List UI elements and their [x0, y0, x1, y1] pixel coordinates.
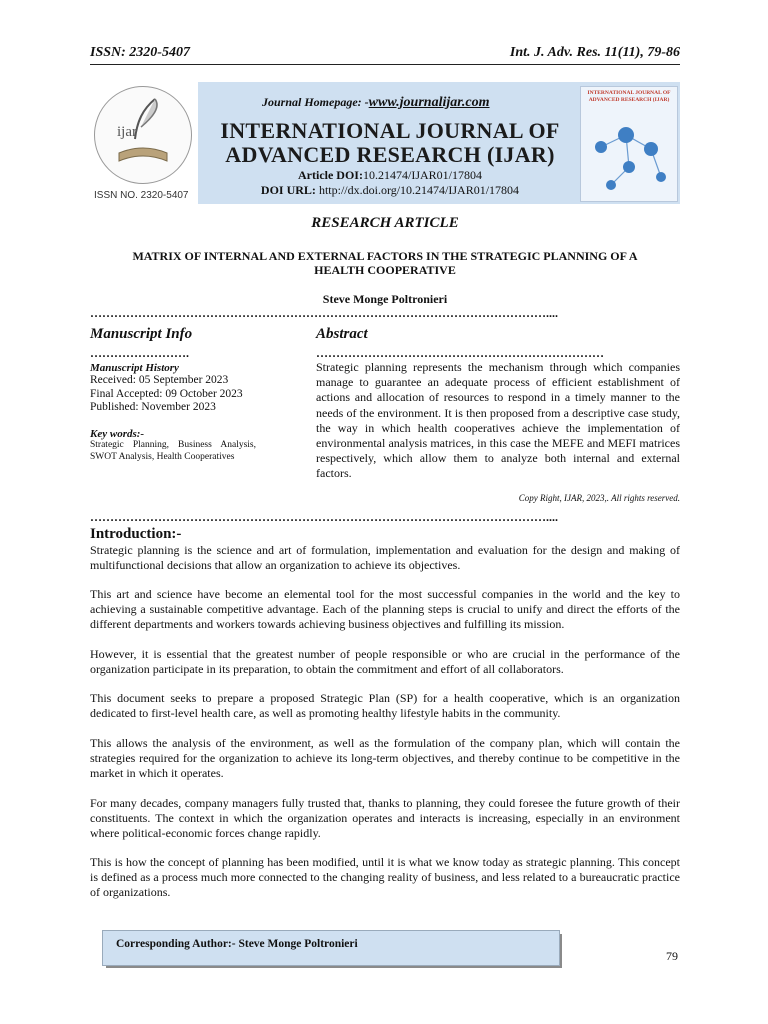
- article-author: Steve Monge Poltronieri: [322, 292, 448, 306]
- journal-homepage: [262, 95, 490, 111]
- intro-paragraph: However, it is essential that the greatest number of people responsible or who are crucial in the performance of the organization participate in its preparation, to obtain the commitment and effort of all collaborators.: [90, 647, 680, 676]
- cover-title: INTERNATIONAL JOURNAL OF ADVANCED RESEARCH (IJAR): [587, 90, 671, 103]
- doi-value: 10.21474/IJAR01/17804: [362, 168, 482, 182]
- homepage-label: Journal Homepage: -: [262, 95, 369, 109]
- ijar-logo-icon: [94, 86, 192, 184]
- doi-block: [200, 168, 580, 198]
- journal-name-line2: ADVANCED RESEARCH (IJAR): [225, 142, 555, 167]
- journal-name: [200, 119, 580, 167]
- manuscript-dots: …………………….: [90, 346, 189, 360]
- copyright-notice: Copy Right, IJAR, 2023,. All rights reserved.: [518, 493, 680, 503]
- page-number: 79: [666, 949, 678, 963]
- keywords-label: Key words:-: [90, 428, 145, 440]
- manuscript-history-label: Manuscript History: [90, 362, 179, 374]
- doi-url-link[interactable]: http://dx.doi.org/10.21474/IJAR01/17804: [315, 183, 520, 197]
- logo-issn: ISSN NO. 2320-5407: [94, 190, 189, 201]
- article-type: RESEARCH ARTICLE: [311, 215, 459, 231]
- dotted-separator: ……………………………………………………………………………………………………....: [90, 510, 558, 524]
- keywords: Strategic Planning, Business Analysis, SWOT Analysis, Health Cooperatives: [90, 440, 256, 462]
- abstract-text: Strategic planning represents the mechanism through which companies manage to guarantee an adequate process of efficient establishment of actions and allocation of resources to respond in a timely manner to the needs of the environment. It is then proposed from a descriptive case study, the way in which health cooperatives achieve the implementation of environmental analysis matrices, in this case the MEFE and MEFI matrices respectively, which allow them to analyze both internal and external factors.: [316, 360, 680, 481]
- citation-header: Int. J. Adv. Res. 11(11), 79-86: [509, 45, 680, 60]
- dotted-separator: ……………………………………………………………………………………………………....: [90, 306, 558, 320]
- manuscript-dates: [90, 374, 243, 415]
- intro-paragraph: This is how the concept of planning has been modified, until it is what we know today as strategic planning. This concept is defined as a process much more connected to the changing reality of business, and less related to a bureaucratic practice of organizations.: [90, 855, 680, 899]
- abstract-heading: Abstract: [316, 326, 368, 342]
- intro-paragraph: This art and science have become an elemental tool for the most successful companies in the world and the key to achieving a sustainable competitive advantage. Each of the planning steps is crucial to unify and direct the efforts of the different departments and workers towards achieving business objectives and fulfilling its mission.: [90, 587, 680, 631]
- intro-paragraph: This allows the analysis of the environment, as well as the formulation of the company plan, which will contain the strategies required for the organization to achieve its long-term objectives, and thereby continue to be competitive in the market in which it operates.: [90, 736, 680, 780]
- doi-url-label: DOI URL:: [260, 183, 316, 197]
- corresponding-author: Corresponding Author:- Steve Monge Poltronieri: [116, 938, 358, 950]
- homepage-link[interactable]: www.journalijar.com: [368, 95, 490, 110]
- manuscript-info-heading: Manuscript Info: [90, 326, 193, 342]
- journal-name-line1: INTERNATIONAL JOURNAL OF: [220, 118, 560, 143]
- molecule-icon: [581, 87, 677, 201]
- intro-paragraph: This document seeks to prepare a proposed Strategic Plan (SP) for a health cooperative, which is an organization dedicated to first-level health care, as well as promoting healthy lifestyle habits in the community.: [90, 691, 680, 720]
- logo-text: ijar: [117, 124, 137, 140]
- introduction-heading: Introduction:-: [90, 526, 182, 542]
- accepted-date: Final Accepted: 09 October 2023: [90, 387, 243, 400]
- issn-header: ISSN: 2320-5407: [90, 45, 190, 60]
- abstract-dots: ………………………………………………………………: [316, 346, 604, 360]
- received-date: Received: 05 September 2023: [90, 374, 229, 386]
- intro-paragraph: Strategic planning is the science and art of formulation, implementation and evaluation for the design and making of multifunctional decisions that allow an organization to achieve its objectives.: [90, 543, 680, 572]
- article-title: MATRIX OF INTERNAL AND EXTERNAL FACTORS IN THE STRATEGIC PLANNING OF A HEALTH COOPERATIVE: [132, 249, 638, 277]
- header-rule: [90, 64, 680, 65]
- published-date: Published: November 2023: [90, 401, 216, 413]
- intro-paragraph: For many decades, company managers fully trusted that, thanks to planning, they could foresee the future growth of their constituents. The context in which the organization operates and interacts is increasing, especially in an environment where political-economic forces change rapidly.: [90, 796, 680, 840]
- doi-label: Article DOI:: [298, 168, 363, 182]
